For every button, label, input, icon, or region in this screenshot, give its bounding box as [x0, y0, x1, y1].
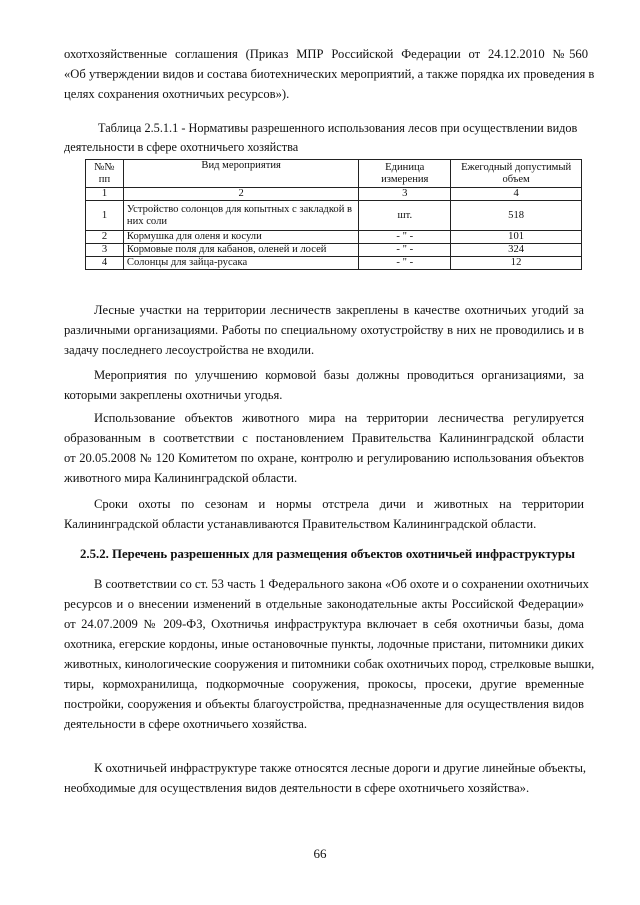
- text-line: «Об утверждении видов и состава биотехнических мероприятий, а также порядка их проведения в: [64, 67, 595, 81]
- colnum-cell: 4: [451, 188, 582, 201]
- text-line: Сроки охоты по сезонам и нормы отстрела дичи и животных на территории: [94, 497, 584, 511]
- text-line: охотхозяйственные соглашения (Приказ МПР Российской Федерации от 24.12.2010 №560: [64, 47, 588, 61]
- text-line: Использование объектов животного мира на территории лесничества регулируется: [94, 411, 584, 425]
- text-line: В соответствии со ст. 53 часть 1 Федерального закона «Об охоте и о сохранении охотничьих: [94, 577, 589, 591]
- row-num: 3: [86, 244, 124, 257]
- table-row: [86, 244, 582, 257]
- row-num: 4: [86, 257, 124, 270]
- body-paragraph: [64, 758, 587, 798]
- caption-line: Таблица 2.5.1.1 - Нормативы разрешенного использования лесов при осуществлении видов: [98, 121, 578, 135]
- text-line: ресурсов и о внесении изменений в отдельные законодательные акты Российской Федерации»: [64, 597, 584, 611]
- text-line: образованным в соответствии с постановлением Правительства Калининградской области: [64, 431, 584, 445]
- row-unit: - " -: [359, 257, 451, 270]
- row-volume: 324: [451, 244, 582, 257]
- body-paragraph: [64, 365, 584, 405]
- text-line: Калининградской области устанавливаются Правительством Калининградской области.: [64, 517, 537, 531]
- text-line: тиры, кормохранилища, подкормочные сооружения, прокосы, просеки, другие временные: [64, 677, 584, 691]
- text-line: от 20.05.2008 № 120 Комитетом по охране, контролю и регулированию использования объектов: [64, 451, 584, 465]
- text-line: К охотничьей инфраструктуре также относятся лесные дороги и другие линейные объекты,: [94, 761, 587, 775]
- row-activity: Кормовые поля для кабанов, оленей и лосей: [123, 244, 358, 257]
- norms-table: [85, 159, 582, 270]
- header-activity: Вид мероприятия: [123, 160, 358, 188]
- colnum-cell: 3: [359, 188, 451, 201]
- text-line: от 24.07.2009 № 209-ФЗ, Охотничья инфраструктура включает в себя охотничьи базы, дома: [64, 617, 584, 631]
- table-caption: [64, 119, 588, 157]
- row-unit: - " -: [359, 231, 451, 244]
- row-unit: - " -: [359, 244, 451, 257]
- row-volume: 518: [451, 201, 582, 231]
- row-activity: Устройство солонцов для копытных с закладкой в них соли: [123, 201, 358, 231]
- section-heading: 2.5.2. Перечень разрешенных для размещения объектов охотничьей инфраструктуры: [80, 547, 575, 561]
- text-line: различными организациями. Работы по специальному охотустройству в них не проводились и в: [64, 323, 584, 337]
- colnum-cell: 1: [86, 188, 124, 201]
- row-activity: Кормушка для оленя и косули: [123, 231, 358, 244]
- body-paragraph: [64, 574, 595, 734]
- body-paragraph: [64, 494, 584, 534]
- header-volume: Ежегодный допустимый объем: [451, 160, 582, 188]
- text-line: необходимые для осуществления видов деятельности в сфере охотничьего хозяйства».: [64, 781, 530, 795]
- row-num: 2: [86, 231, 124, 244]
- text-line: которыми закреплены охотничьи угодья.: [64, 388, 283, 402]
- table-row: [86, 231, 582, 244]
- page-number: 66: [313, 846, 327, 861]
- table-header-row: [86, 160, 582, 188]
- body-paragraph: [64, 300, 584, 360]
- text-line: Мероприятия по улучшению кормовой базы должны проводиться организациями, за: [94, 368, 584, 382]
- intro-paragraph: [64, 44, 595, 104]
- text-line: деятельности в сфере охотничьего хозяйства.: [64, 717, 307, 731]
- table-row: [86, 201, 582, 231]
- row-unit: шт.: [359, 201, 451, 231]
- header-unit: Единица измерения: [359, 160, 451, 188]
- header-num: №№ пп: [86, 160, 124, 188]
- table-row: [86, 257, 582, 270]
- text-line: задачу последнего лесоустройства не входили.: [64, 343, 315, 357]
- table-colnum-row: [86, 188, 582, 201]
- row-activity: Солонцы для зайца-русака: [123, 257, 358, 270]
- body-paragraph: [64, 408, 584, 488]
- row-num: 1: [86, 201, 124, 231]
- colnum-cell: 2: [123, 188, 358, 201]
- row-volume: 101: [451, 231, 582, 244]
- text-line: животных, кинологические сооружения и питомники собак охотничьих пород, стрелковые вышки,: [64, 657, 595, 671]
- text-line: животного мира Калининградской области.: [64, 471, 298, 485]
- caption-line: деятельности в сфере охотничьего хозяйства: [64, 140, 299, 154]
- row-volume: 12: [451, 257, 582, 270]
- text-line: охотника, егерские кордоны, иные остановочные пункты, лодочные пристани, питомники диких: [64, 637, 584, 651]
- text-line: Лесные участки на территории лесничеств закреплены в качестве охотничьих угодий за: [94, 303, 584, 317]
- text-line: целях сохранения охотничьих ресурсов»).: [64, 87, 290, 101]
- text-line: постройки, сооружения и объекты благоустройства, предназначенные для осуществления видов: [64, 697, 584, 711]
